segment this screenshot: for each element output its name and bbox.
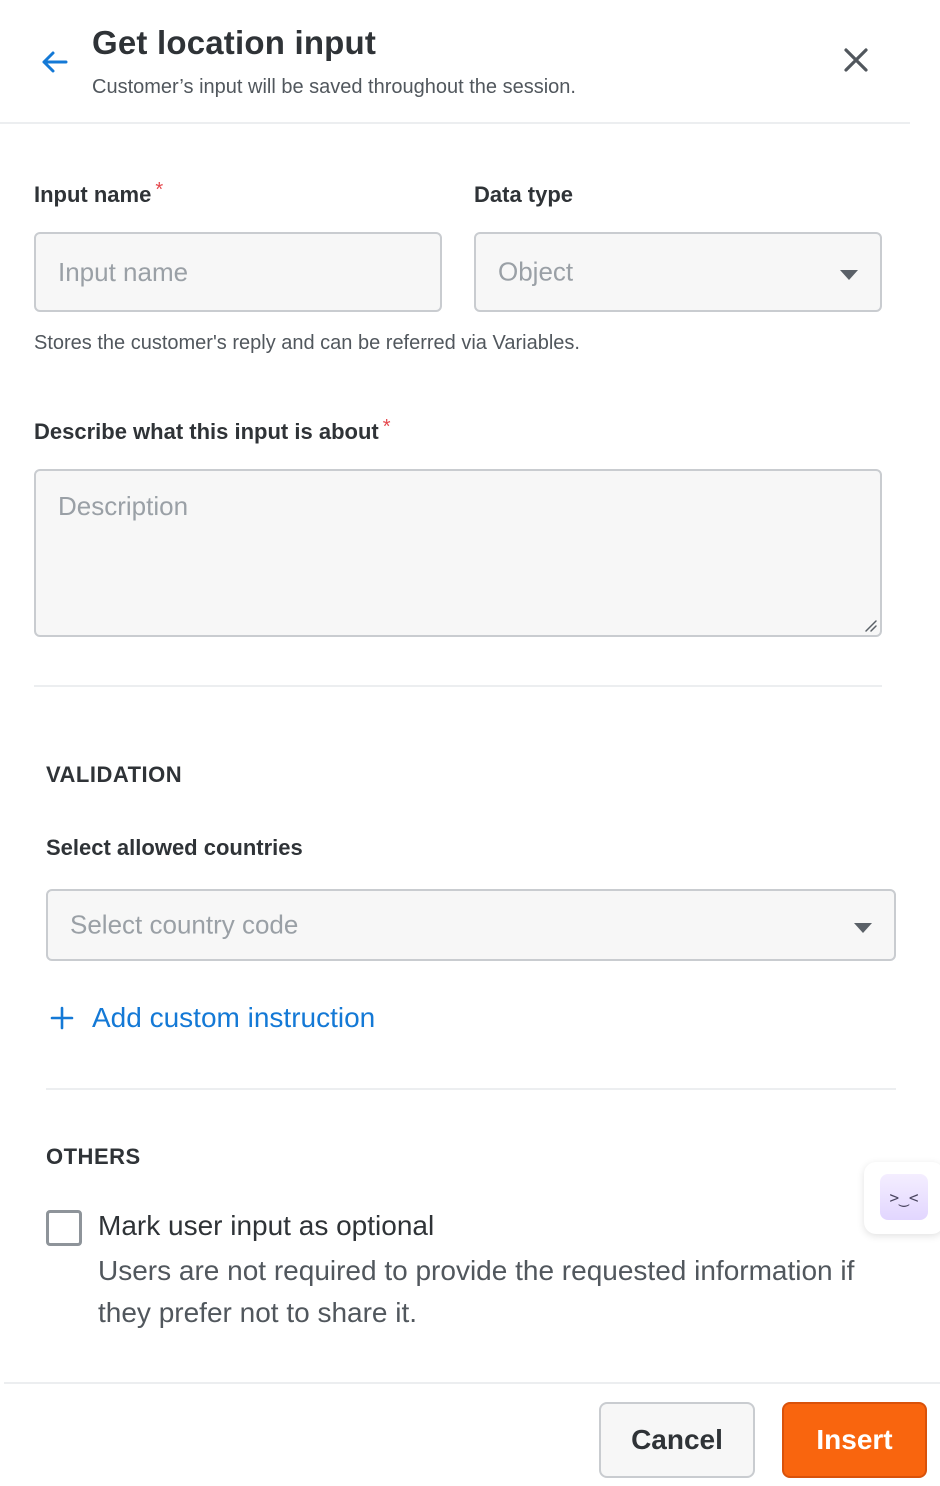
page-subtitle: Customer’s input will be saved throughout the session. xyxy=(92,76,576,98)
plus-icon xyxy=(48,1004,76,1032)
optional-checkbox-description: Users are not required to provide the requested information if they prefer not to share it. xyxy=(98,1255,855,1328)
insert-button[interactable]: Insert xyxy=(782,1402,927,1478)
footer-divider xyxy=(4,1382,940,1384)
others-section-title: OTHERS xyxy=(46,1144,141,1169)
description-textarea[interactable] xyxy=(36,471,880,635)
chevron-down-icon xyxy=(854,923,872,933)
data-type-label: Data type xyxy=(474,182,574,207)
add-custom-instruction-label: Add custom instruction xyxy=(92,1002,376,1033)
data-type-select[interactable] xyxy=(474,232,882,312)
assistant-widget-button[interactable] xyxy=(864,1162,940,1234)
description-label-text: Describe what this input is about xyxy=(34,419,379,444)
allowed-countries-label: Select allowed countries xyxy=(46,835,303,860)
page-title: Get location input xyxy=(92,24,377,61)
cancel-button[interactable]: Cancel xyxy=(599,1402,755,1478)
resize-handle-icon[interactable] xyxy=(862,617,878,633)
required-asterisk: * xyxy=(155,179,164,201)
panel-header xyxy=(0,0,910,124)
input-name-helper-text: Stores the customer's reply and can be referred via Variables. xyxy=(34,332,580,354)
country-code-select[interactable] xyxy=(46,889,896,961)
input-name-field[interactable] xyxy=(36,234,440,310)
description-field-wrapper xyxy=(34,469,882,637)
close-icon[interactable] xyxy=(838,42,874,78)
input-name-label xyxy=(34,179,164,208)
data-type-selected-value: Object xyxy=(498,256,574,287)
arrow-left-icon[interactable] xyxy=(36,44,72,80)
assistant-face-icon: >‿< xyxy=(880,1174,928,1220)
required-asterisk: * xyxy=(382,416,391,438)
optional-checkbox-label: Mark user input as optional xyxy=(98,1210,435,1241)
validation-section-title: VALIDATION xyxy=(46,762,183,787)
input-name-field-wrapper xyxy=(34,232,442,312)
section-divider xyxy=(46,1088,896,1090)
chevron-down-icon xyxy=(840,270,858,280)
add-custom-instruction-button[interactable] xyxy=(48,1000,375,1036)
description-label xyxy=(34,416,391,445)
input-name-label-text: Input name xyxy=(34,182,152,207)
section-divider xyxy=(34,685,882,687)
optional-checkbox[interactable] xyxy=(46,1210,82,1246)
country-code-placeholder: Select country code xyxy=(70,909,299,940)
